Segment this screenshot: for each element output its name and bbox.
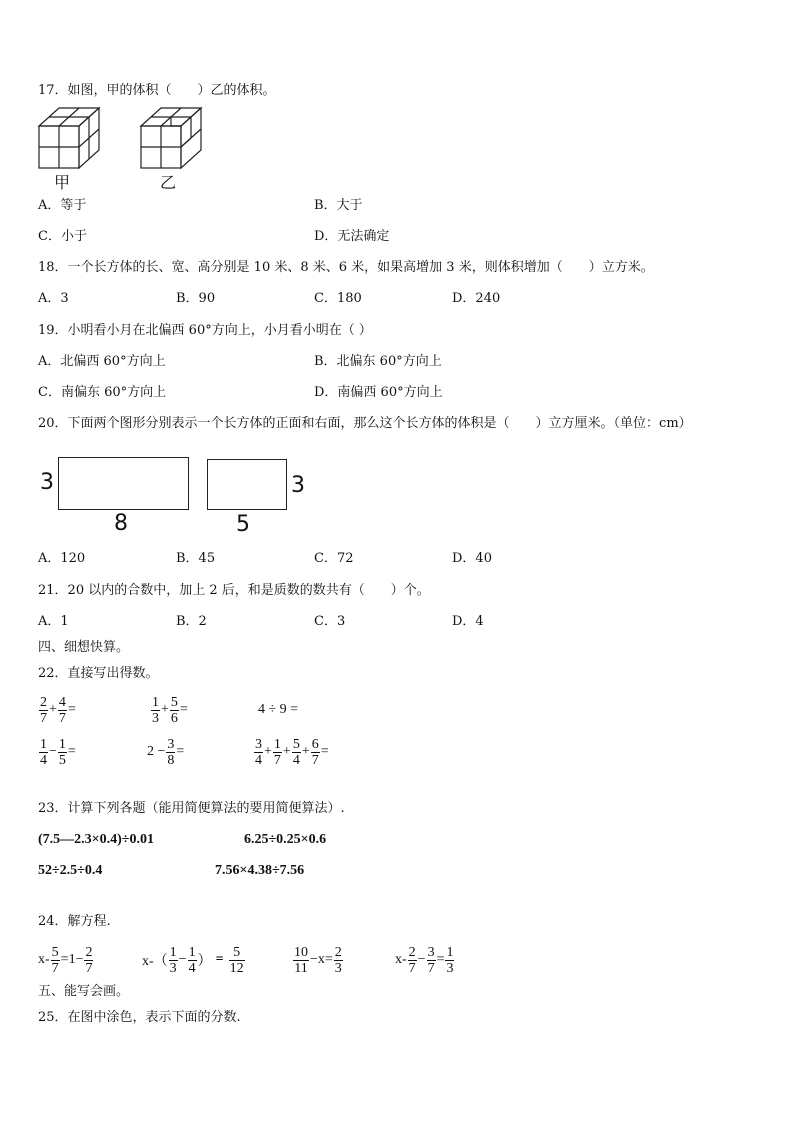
q18-stem: 18．一个长方体的长、宽、高分别是 10 米、8 米、6 米，如果高增加 3 米，则体积增加（ ）立方米。: [38, 260, 654, 275]
q17-option-c[interactable]: C．小于: [38, 229, 87, 244]
q19-stem: 19．小明看小月在北偏西 60°方向上，小月看小明在（ ）: [38, 323, 372, 338]
q21-option-a[interactable]: A．1: [38, 614, 69, 629]
q22-expression-1: $\frac{2}{7}$ + $\frac{4}{7}$ =: [40, 694, 76, 726]
q19-option-d[interactable]: D．南偏西 60°方向上: [314, 385, 443, 400]
q23-item-2: 6.25÷0.25×0.6: [244, 832, 327, 847]
q22-expression-6: $\frac{3}{4}$ + $\frac{1}{7}$ + $\frac{5}{4}$ + $\frac{6}{7}$ =: [255, 736, 329, 768]
q18-option-c[interactable]: C．180: [314, 291, 362, 306]
q23-stem: 23．计算下列各题（能用简便算法的要用简便算法）.: [38, 801, 345, 816]
q20-option-c[interactable]: C．72: [314, 551, 354, 566]
q21-option-b[interactable]: B．2: [176, 614, 207, 629]
front-width-label: 8: [114, 511, 128, 536]
right-width-label: 5: [236, 512, 250, 537]
q19-option-b[interactable]: B．北偏东 60°方向上: [314, 354, 442, 369]
q24-equation-4: x- $\frac{2}{7}$ − $\frac{3}{7}$ = $\frac{1}{3}$: [395, 944, 454, 976]
q21-option-c[interactable]: C．3: [314, 614, 346, 629]
q22-expression-5: 2 − $\frac{3}{8}$ =: [147, 736, 185, 768]
q17-stem: 17．如图，甲的体积（ ）乙的体积。: [38, 83, 276, 98]
q24-equation-2: x-（ $\frac{1}{3}$ − $\frac{1}{4}$ ） = $\frac{5}{12}$: [142, 944, 244, 976]
q25-stem: 25．在图中涂色，表示下面的分数.: [38, 1010, 241, 1025]
q20-option-b[interactable]: B．45: [176, 551, 216, 566]
q20-stem: 20．下面两个图形分别表示一个长方体的正面和右面，那么这个长方体的体积是（ ）立方厘米。（单位：cm）: [38, 416, 692, 431]
section-5-heading: 五、能写会画。: [38, 984, 130, 999]
q17-option-a[interactable]: A．等于: [38, 198, 87, 213]
q20-option-a[interactable]: A．120: [38, 551, 86, 566]
q17-option-d[interactable]: D．无法确定: [314, 229, 390, 244]
right-height-label: 3: [291, 473, 305, 498]
q24-stem: 24．解方程.: [38, 914, 111, 929]
q22-expression-2: $\frac{1}{3}$ + $\frac{5}{6}$ =: [152, 694, 188, 726]
q22-expression-4: $\frac{1}{4}$ − $\frac{1}{5}$ =: [40, 736, 76, 768]
q24-equation-3: $\frac{10}{11}$ −x= $\frac{2}{3}$: [294, 944, 342, 976]
section-4-heading: 四、细想快算。: [38, 640, 130, 655]
q18-option-a[interactable]: A．3: [38, 291, 69, 306]
right-face-rectangle: [207, 459, 287, 510]
front-face-rectangle: [58, 457, 189, 510]
q23-item-4: 7.56×4.38÷7.56: [215, 863, 305, 878]
front-height-label: 3: [40, 470, 54, 495]
q18-option-b[interactable]: B．90: [176, 291, 216, 306]
q23-item-1: (7.5—2.3×0.4)÷0.01: [38, 832, 154, 847]
q22-expression-3: 4 ÷ 9 =: [258, 702, 299, 717]
label-yi: 乙: [160, 173, 177, 192]
q23-item-3: 52÷2.5÷0.4: [38, 863, 103, 878]
label-jia: 甲: [54, 173, 71, 192]
q24-equation-1: x- $\frac{5}{7}$ =1− $\frac{2}{7}$: [38, 944, 93, 976]
q17-option-b[interactable]: B．大于: [314, 198, 363, 213]
q19-option-c[interactable]: C．南偏东 60°方向上: [38, 385, 167, 400]
q19-option-a[interactable]: A．北偏西 60°方向上: [38, 354, 166, 369]
cube-stack-jia-figure: [36, 104, 106, 194]
q21-stem: 21．20 以内的合数中，加上 2 后，和是质数的数共有（ ）个。: [38, 583, 430, 598]
q20-option-d[interactable]: D．40: [452, 551, 492, 566]
q21-option-d[interactable]: D．4: [452, 614, 484, 629]
q18-option-d[interactable]: D．240: [452, 291, 501, 306]
q22-stem: 22．直接写出得数。: [38, 666, 159, 681]
